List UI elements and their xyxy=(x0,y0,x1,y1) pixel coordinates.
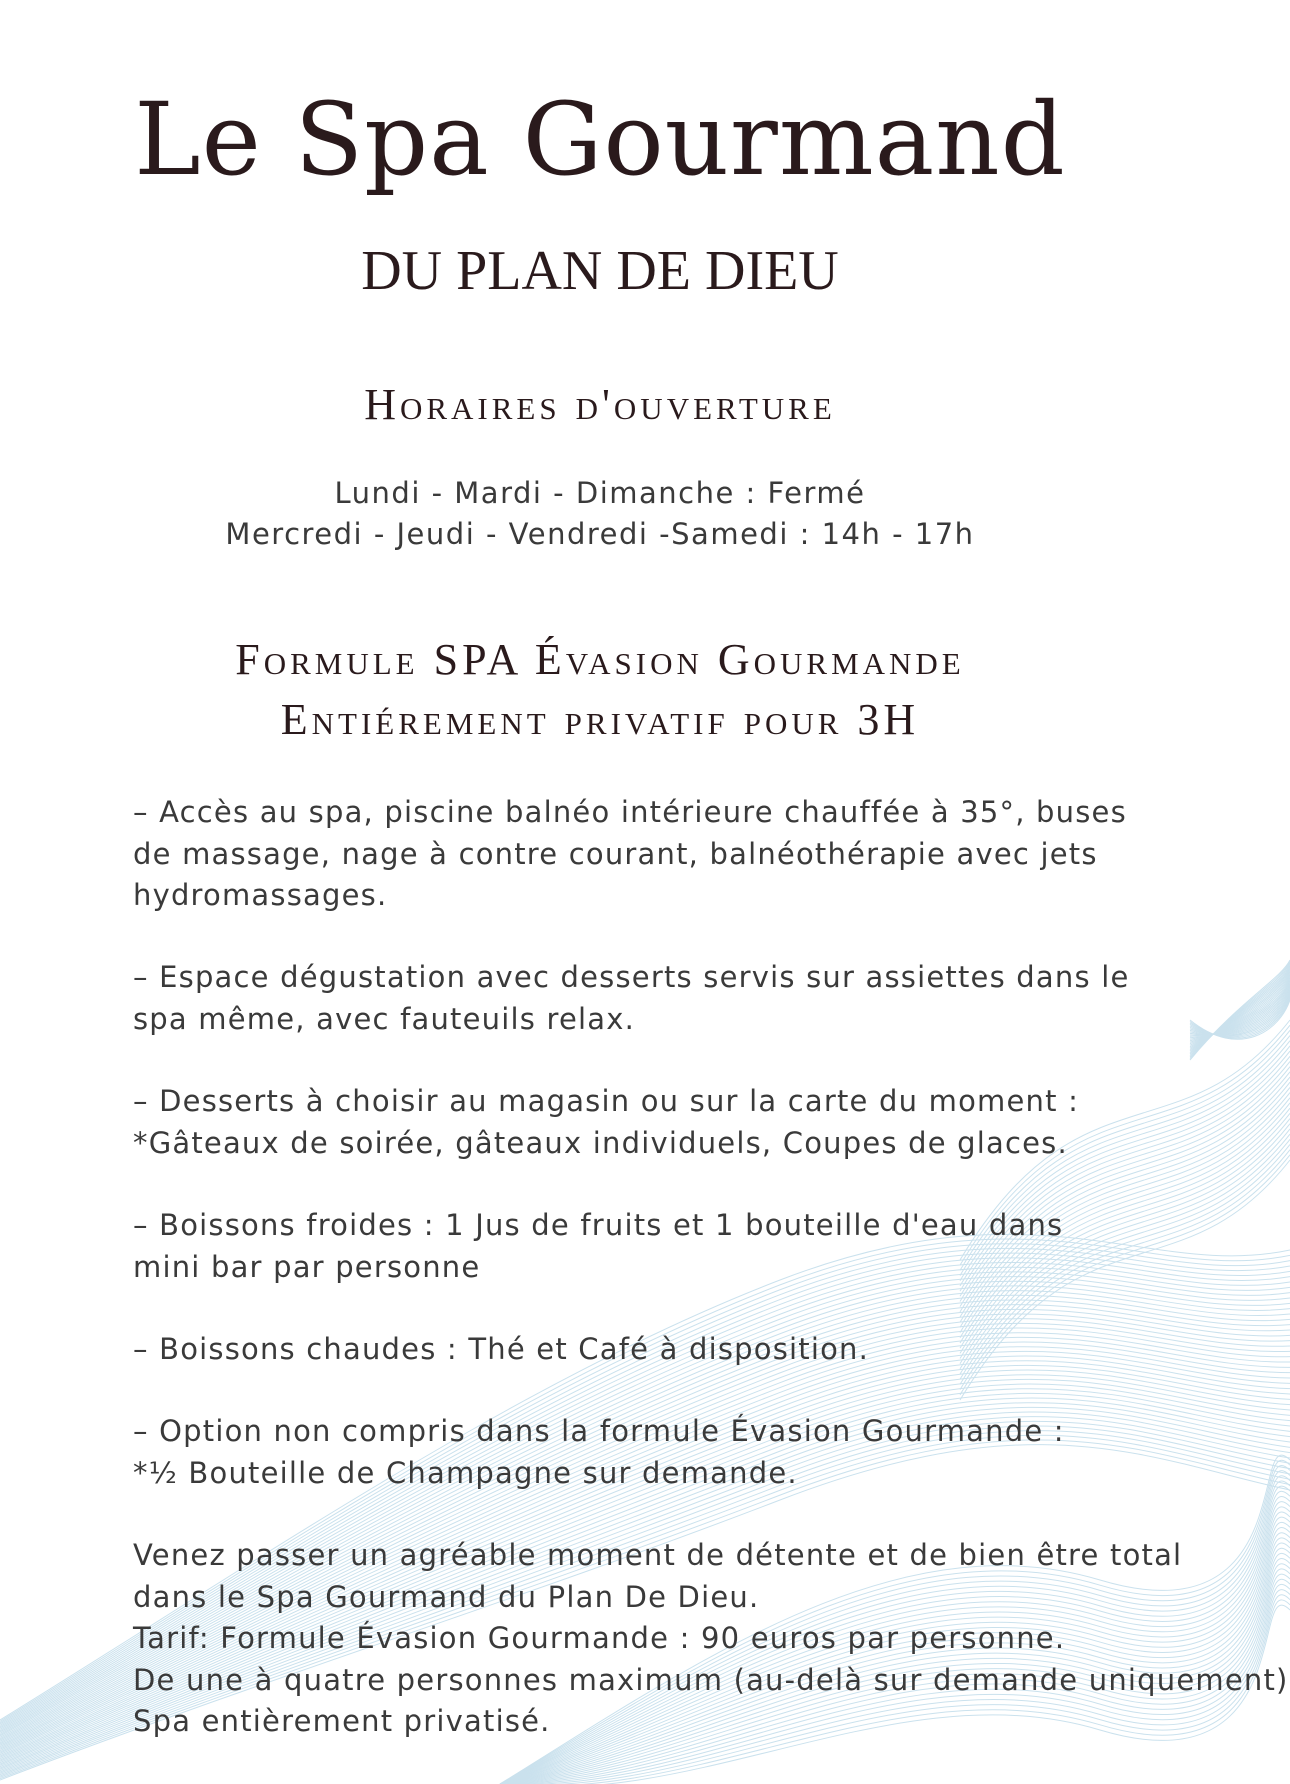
item-line: mini bar par personne xyxy=(133,1249,481,1284)
closing-line: De une à quatre personnes maximum (au-delà sur demande uniquement) xyxy=(133,1662,1289,1697)
item-cold-drinks xyxy=(133,1205,1243,1288)
item-option-champagne xyxy=(133,1411,1243,1494)
closing-paragraph xyxy=(133,1535,1289,1743)
closing-line: Spa entièrement privatisé. xyxy=(133,1704,551,1738)
hours-line-closed: Lundi - Mardi - Dimanche : Fermé xyxy=(334,476,866,510)
brand-title: Le Spa Gourmand xyxy=(134,81,1066,198)
item-line: – Espace dégustation avec desserts servis sur assiettes dans le xyxy=(133,960,1130,994)
item-tasting-area xyxy=(133,957,1243,1040)
item-line: *Gâteaux de soirée, gâteaux individuels, Coupes de glaces. xyxy=(133,1125,1068,1160)
item-line: – Desserts à choisir au magasin ou sur la carte du moment : xyxy=(133,1084,1080,1118)
hours-line-open: Mercredi - Jeudi - Vendredi -Samedi : 14h - 17h xyxy=(225,517,975,551)
formula-heading-line-1: Formule SPA Évasion Gourmande xyxy=(235,635,965,684)
item-hot-drinks xyxy=(133,1329,1243,1371)
item-line: spa même, avec fauteuils relax. xyxy=(133,1001,635,1036)
item-line: *½ Bouteille de Champagne sur demande. xyxy=(133,1455,798,1490)
item-line: hydromassages. xyxy=(133,878,388,912)
closing-line: Venez passer un agréable moment de détente et de bien être total xyxy=(133,1538,1183,1572)
item-line: – Boissons froides : 1 Jus de fruits et 1 bouteille d'eau dans xyxy=(133,1208,1064,1242)
item-spa-access xyxy=(133,792,1243,917)
item-line: – Option non compris dans la formule Évasion Gourmande : xyxy=(133,1414,1065,1448)
hours-heading: Horaires d'ouverture xyxy=(364,380,836,429)
brand-subtitle: DU PLAN DE DIEU xyxy=(361,240,839,302)
closing-line: dans le Spa Gourmand du Plan De Dieu. xyxy=(133,1579,760,1614)
closing-line: Tarif: Formule Évasion Gourmande : 90 euros par personne. xyxy=(133,1621,1066,1655)
item-line: – Accès au spa, piscine balnéo intérieure chauffée à 35°, buses xyxy=(133,795,1127,829)
item-line: de massage, nage à contre courant, balnéothérapie avec jets xyxy=(133,836,1098,871)
item-desserts xyxy=(133,1081,1243,1164)
formula-heading-line-2: Entiérement privatif pour 3H xyxy=(280,695,920,744)
item-line: – Boissons chaudes : Thé et Café à disposition. xyxy=(133,1332,870,1366)
